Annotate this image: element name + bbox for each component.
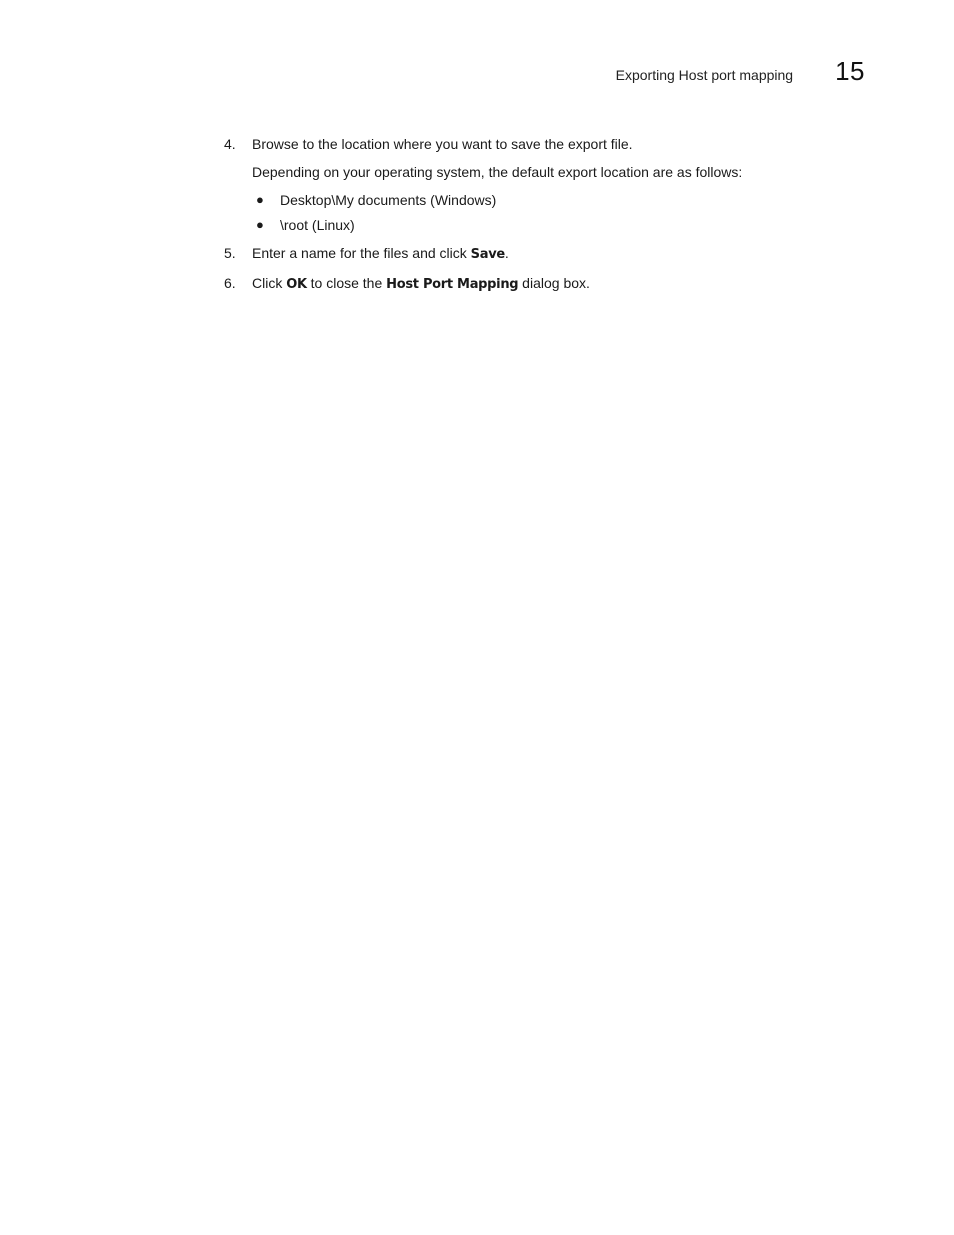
step-text-before: Enter a name for the files and click <box>252 245 471 261</box>
ui-term-ok: OK <box>286 277 307 292</box>
bullet-text: \root (Linux) <box>280 217 355 233</box>
procedure-content <box>224 134 864 303</box>
step-text-after: . <box>504 245 509 261</box>
step-number: 5. <box>224 245 236 261</box>
bullet-icon: ● <box>256 217 264 232</box>
step-5 <box>224 243 864 265</box>
step-text-after: dialog box. <box>518 275 590 291</box>
step-paragraph: Depending on your operating system, the default export location are as follows: <box>252 164 743 180</box>
step-text: Browse to the location where you want to save the export file. <box>252 136 633 152</box>
ui-term-save: Save <box>470 247 505 262</box>
bullet-text: Desktop\My documents (Windows) <box>280 192 497 208</box>
page-header <box>616 56 865 87</box>
bullet-item-linux <box>252 215 864 235</box>
chapter-number: 15 <box>835 56 865 86</box>
bullet-item-windows <box>252 190 864 210</box>
ui-term-host-port-mapping: Host Port Mapping <box>386 277 519 292</box>
step-text-middle: to close the <box>306 275 387 291</box>
step-text-before: Click <box>252 275 287 291</box>
bullet-list <box>252 190 864 235</box>
step-6 <box>224 273 864 295</box>
step-number: 6. <box>224 275 236 291</box>
bullet-icon: ● <box>256 192 264 207</box>
section-title: Exporting Host port mapping <box>615 67 794 83</box>
step-4 <box>224 134 864 235</box>
step-number: 4. <box>224 136 236 152</box>
